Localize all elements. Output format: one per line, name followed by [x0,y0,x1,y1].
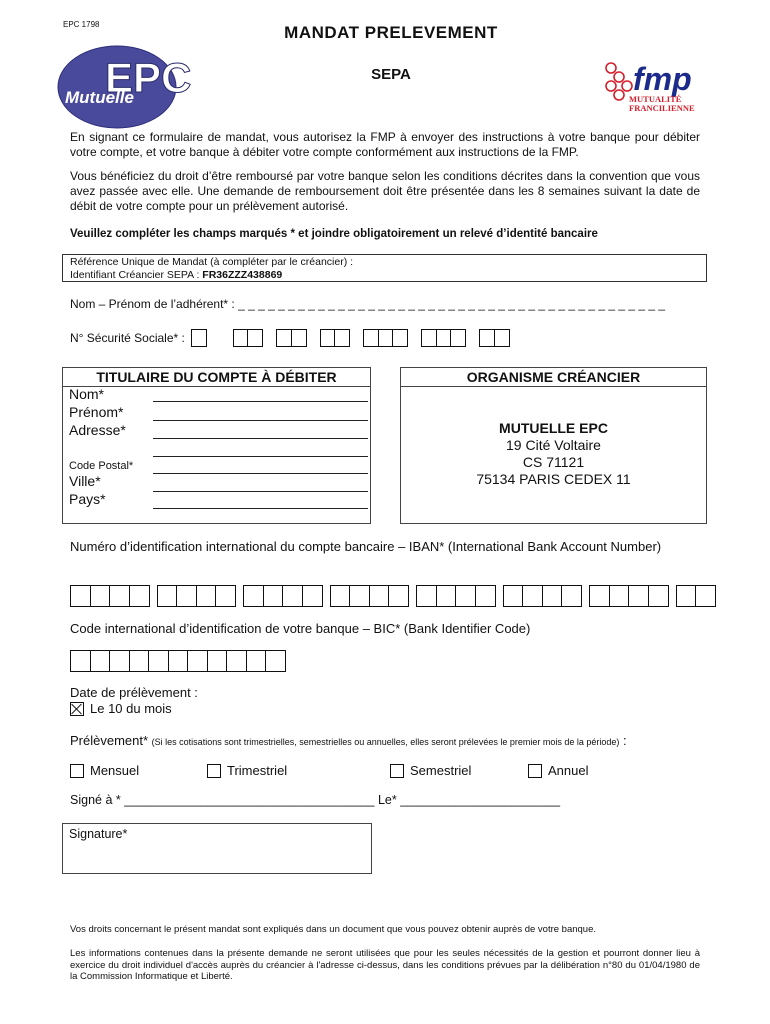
account-holder-panel [62,367,371,524]
page-title: MANDAT PRELEVEMENT [284,23,498,42]
footer-privacy-text: Les informations contenues dans la présente demande ne seront utilisées que pour les seules nécessités de la gestion et pourront donner lieu à exercice du droit individuel d'accès auprès du créancier à l'adresse ci-dessus, dans les conditions prévues par la délibération n°80 du 01/04/1980 de la Commission Informatique et Liberté. [70,948,700,982]
holder-nom-label: Nom* [69,386,105,402]
social-security-label: N° Sécurité Sociale* : [70,331,185,345]
bic-char-box[interactable] [207,650,228,672]
page-subtitle: SEPA [371,66,411,83]
holder-adresse-input[interactable] [153,424,368,439]
holder-ville-label: Ville* [69,473,101,489]
iban-group [330,585,410,607]
intro-paragraph-1: En signant ce formulaire de mandat, vous autorisez la FMP à envoyer des instructions à votre banque pour débiter votre compte, et votre banque à débiter votre compte conformément aux instructions de la FMP. [70,130,700,159]
iban-group [416,585,496,607]
iban-group [503,585,583,607]
annuel-label: Annuel [548,763,589,778]
iban-char-box[interactable] [243,585,264,607]
iban-char-box[interactable] [475,585,496,607]
option-mensuel [70,763,139,778]
place-date-field[interactable]: Signé à * ____________________________________ Le* _______________________ [70,793,561,807]
secu-digit-box[interactable] [191,329,207,347]
iban-char-box[interactable] [628,585,649,607]
iban-char-box[interactable] [302,585,323,607]
creditor-address-1: 19 Cité Voltaire [506,437,601,453]
option-trimestriel [207,763,287,778]
bic-char-box[interactable] [265,650,286,672]
account-holder-heading: TITULAIRE DU COMPTE À DÉBITER [63,368,370,387]
logo-mutuelle-text: Mutuelle [65,88,134,107]
holder-prenom-input[interactable] [153,406,368,421]
signature-box[interactable] [62,823,372,874]
iban-char-box[interactable] [129,585,150,607]
secu-digit-box[interactable] [247,329,263,347]
logo-fmp-text: fmp [633,61,692,97]
secu-digit-box[interactable] [291,329,307,347]
bic-group [70,650,286,672]
intro-paragraph-2: Vous bénéficiez du droit d’être remboursé par votre banque selon les conditions décrites dans la convention que vous avez passée avec elle. Une demande de remboursement doit être présentée dans les 8 semaines suivant la date de débit de votre compte pour un prélèvement autorisé. [70,169,700,213]
adherent-name-field[interactable]: Nom – Prénom de l’adhérent* : _ _ _ _ _ _ _ _ _ _ _ _ _ _ _ _ _ _ _ _ _ _ _ _ _ _ _ _ _ _ _ _ _ _ _ _ _ _ _ _ _ _ _ [70,297,666,311]
iban-char-box[interactable] [503,585,524,607]
form-code: EPC 1798 [63,20,100,29]
reference-box [62,254,707,282]
holder-ville-input[interactable] [153,477,368,492]
bic-char-box[interactable] [90,650,111,672]
bic-char-box[interactable] [226,650,247,672]
rum-label: Référence Unique de Mandat (à compléter par le créancier) : [70,256,354,268]
iban-char-box[interactable] [215,585,236,607]
semestriel-label: Semestriel [410,763,472,778]
mutuelle-epc-logo [57,45,192,130]
holder-adresse-input-2[interactable] [153,442,368,457]
iban-char-box[interactable] [70,585,91,607]
iban-group [70,585,150,607]
iban-char-box[interactable] [109,585,130,607]
semestriel-checkbox[interactable] [390,764,404,778]
iban-char-box[interactable] [609,585,630,607]
bic-char-box[interactable] [109,650,130,672]
iban-char-box[interactable] [416,585,437,607]
iban-group [243,585,323,607]
date-label: Date de prélèvement : [70,685,198,700]
frequency-label-block [70,733,700,750]
trimestriel-label: Trimestriel [227,763,288,778]
frequency-note: (Si les cotisations sont trimestrielles, semestrielles ou annuelles, elles seront prélevées le premier mois de la période) [151,737,620,747]
iban-char-box[interactable] [157,585,178,607]
iban-char-box[interactable] [176,585,197,607]
creditor-id-value: FR36ZZZ438869 [202,269,283,281]
bic-char-box[interactable] [168,650,189,672]
bic-char-box[interactable] [70,650,91,672]
bic-char-box[interactable] [246,650,267,672]
iban-char-box[interactable] [330,585,351,607]
signature-label: Signature* [69,827,128,841]
bic-char-box[interactable] [129,650,150,672]
iban-char-box[interactable] [436,585,457,607]
iban-char-box[interactable] [695,585,716,607]
iban-char-box[interactable] [455,585,476,607]
creditor-address-2: CS 71121 [522,454,585,470]
iban-label: Numéro d’identification international du compte bancaire – IBAN* (International Bank Account Number) [70,539,662,554]
fmp-logo [603,60,708,114]
iban-char-box[interactable] [263,585,284,607]
logo-fmp-line1: MUTUALITÉ [629,94,682,104]
trimestriel-checkbox[interactable] [207,764,221,778]
iban-char-box[interactable] [349,585,370,607]
creditor-address-block [401,420,706,488]
holder-cp-input[interactable] [153,459,368,474]
iban-group [589,585,669,607]
option-semestriel [390,763,471,778]
iban-char-box[interactable] [282,585,303,607]
holder-prenom-label: Prénom* [69,404,124,420]
bic-char-box[interactable] [187,650,208,672]
iban-char-box[interactable] [388,585,409,607]
secu-digit-box[interactable] [450,329,466,347]
day-10-label: Le 10 du mois [90,701,172,716]
iban-group [676,585,717,607]
creditor-panel [400,367,707,524]
holder-adresse-label: Adresse* [69,422,126,438]
day-10-checkbox[interactable] [70,702,84,716]
bic-boxes [70,650,286,672]
date-option [70,701,172,716]
option-annuel [528,763,588,778]
annuel-checkbox[interactable] [528,764,542,778]
iban-char-box[interactable] [369,585,390,607]
footer-rights-text: Vos droits concernant le présent mandat sont expliqués dans un document que vous pouvez obtenir auprès de votre banque. [70,924,597,935]
frequency-label: Prélèvement* [70,733,149,748]
secu-digit-box[interactable] [494,329,510,347]
creditor-id-label: Identifiant Créancier SEPA : [70,269,200,281]
mensuel-label: Mensuel [90,763,140,778]
logo-epc-text: EPC [105,54,192,101]
iban-char-box[interactable] [196,585,217,607]
creditor-heading: ORGANISME CRÉANCIER [401,368,706,387]
iban-char-box[interactable] [542,585,563,607]
iban-char-box[interactable] [90,585,111,607]
holder-pays-label: Pays* [69,491,106,507]
bic-char-box[interactable] [148,650,169,672]
creditor-address-3: 75134 PARIS CEDEX 11 [476,471,631,487]
frequency-colon: : [623,733,627,748]
iban-group [157,585,237,607]
instruction-text: Veuillez compléter les champs marqués * et joindre obligatoirement un relevé d’identité bancaire [70,228,598,240]
creditor-id-line [70,269,699,282]
mensuel-checkbox[interactable] [70,764,84,778]
iban-char-box[interactable] [648,585,669,607]
iban-char-box[interactable] [522,585,543,607]
holder-pays-input[interactable] [153,494,368,509]
iban-boxes [70,585,723,607]
creditor-name: MUTUELLE EPC [499,420,608,436]
bic-label: Code international d’identification de votre banque – BIC* (Bank Identifier Code) [70,621,531,636]
holder-nom-input[interactable] [153,387,368,402]
secu-digit-box[interactable] [392,329,408,347]
iban-char-box[interactable] [589,585,610,607]
holder-cp-label: Code Postal* [69,460,134,472]
iban-char-box[interactable] [561,585,582,607]
social-security-row [70,329,510,347]
secu-digit-box[interactable] [334,329,350,347]
logo-fmp-line2: FRANCILIENNE [629,103,695,113]
iban-char-box[interactable] [676,585,697,607]
